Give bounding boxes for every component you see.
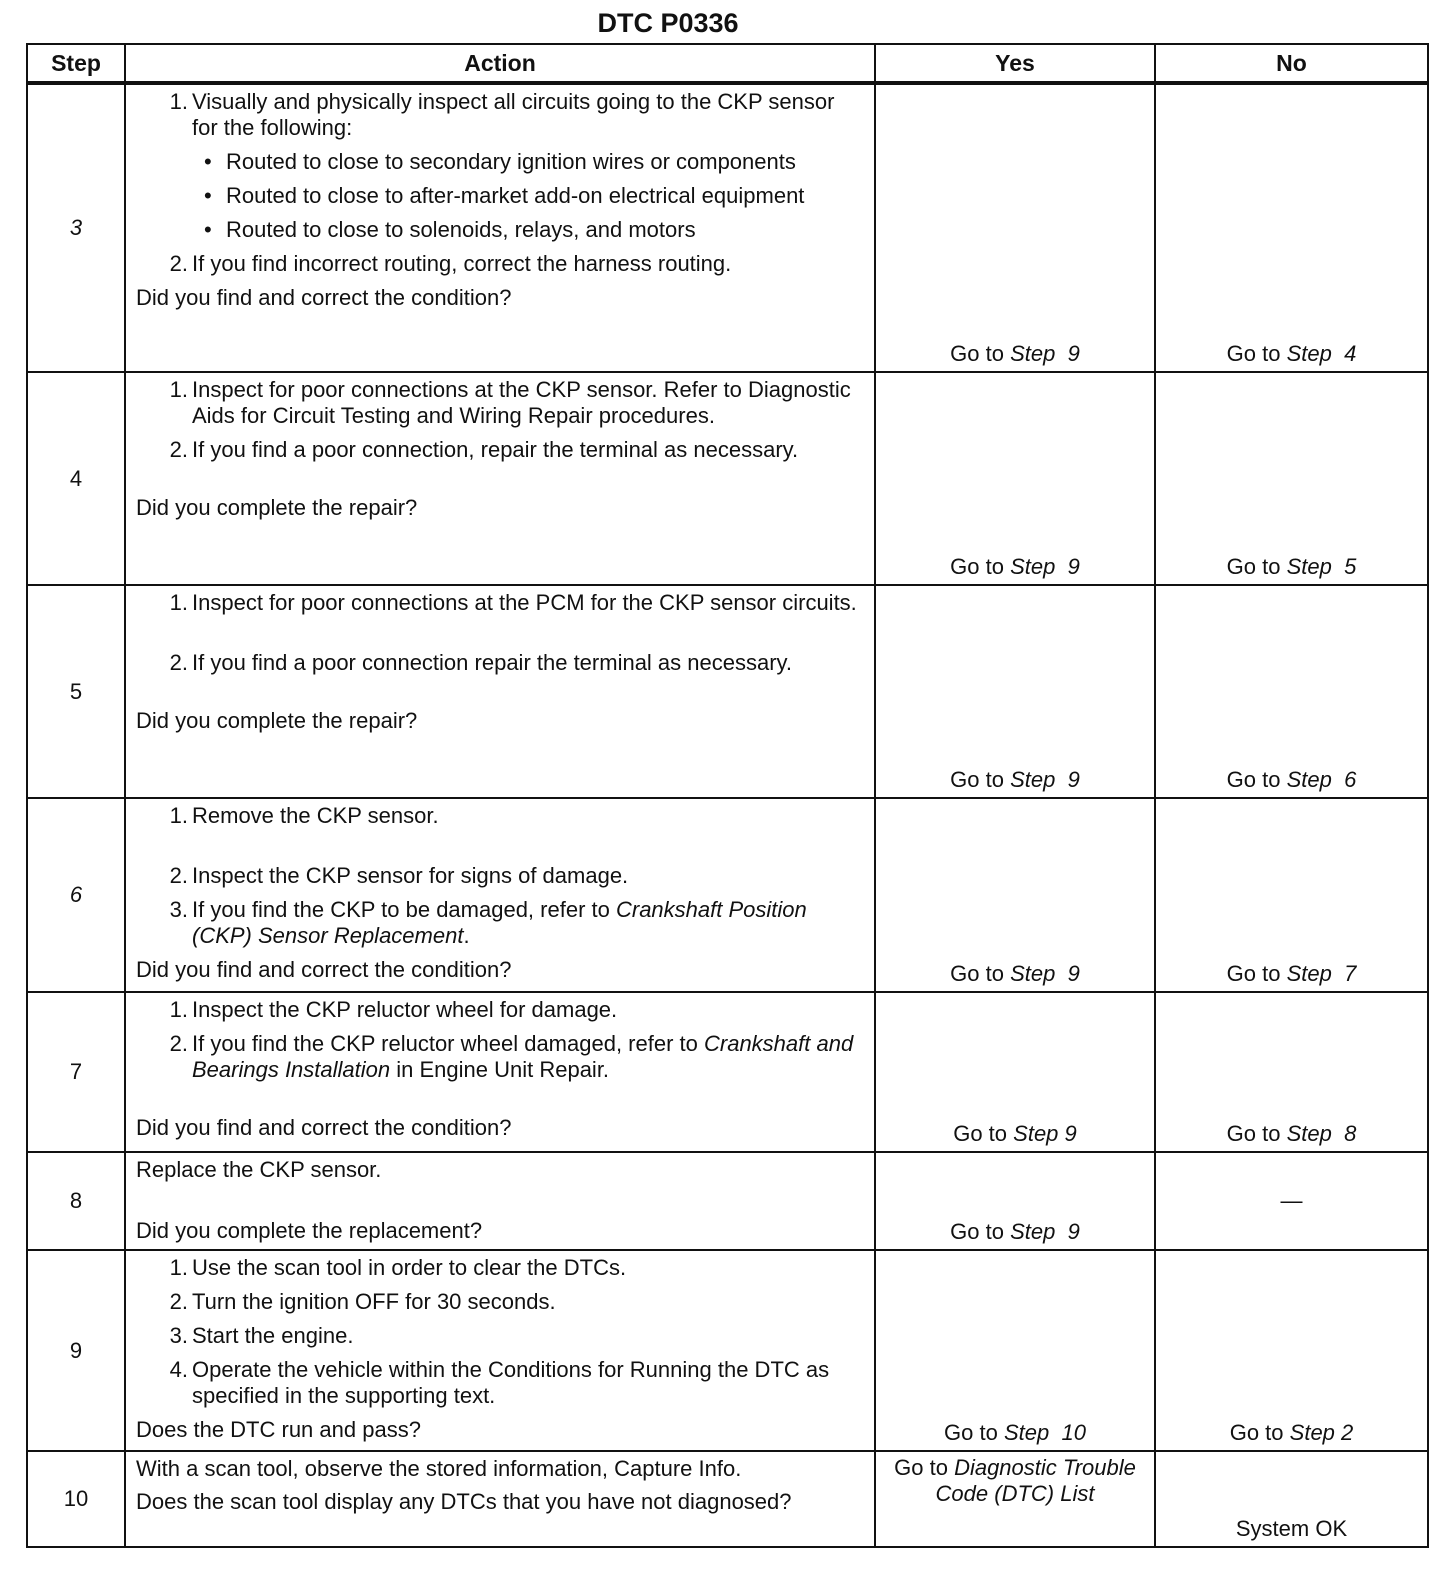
step-number: 8 — [27, 1152, 125, 1250]
table-header-row — [27, 44, 1428, 83]
action-cell — [125, 992, 875, 1152]
header-yes: Yes — [875, 44, 1155, 83]
action-cell — [125, 83, 875, 372]
list-item: 1. Use the scan tool in order to clear the DTCs. — [169, 1255, 627, 1280]
table-row — [27, 1250, 1428, 1451]
table-row — [27, 372, 1428, 585]
step-link: Step 9 — [1010, 554, 1080, 579]
action-list — [136, 803, 864, 949]
list-item: • Routed to close to secondary ignition wires or components — [204, 149, 796, 174]
list-item: 2. If you find a poor connection, repair the terminal as necessary. — [169, 437, 799, 462]
question: Did you complete the repair? — [136, 708, 418, 733]
header-step: Step — [27, 44, 125, 83]
list-item: 2. Turn the ignition OFF for 30 seconds. — [169, 1289, 556, 1314]
list-item: 2. If you find a poor connection repair the terminal as necessary. — [169, 650, 793, 675]
action-cell — [125, 798, 875, 992]
list-item: 1. Inspect the CKP reluctor wheel for damage. — [169, 997, 618, 1022]
step-number: 5 — [27, 585, 125, 798]
question: Does the scan tool display any DTCs that you have not diagnosed? — [136, 1489, 792, 1514]
step-link: Step 9 — [1013, 1121, 1077, 1146]
yes-cell: Go to Step 9 — [875, 585, 1155, 798]
step-link: Step 4 — [1286, 341, 1357, 366]
header-no: No — [1155, 44, 1428, 83]
list-item: 2. If you find incorrect routing, correct the harness routing. — [169, 251, 732, 276]
list-item: 1. Inspect for poor connections at the CKP sensor. Refer to Diagnostic Aids for Circuit Testing and Wiring Repair procedures. — [169, 377, 851, 428]
no-cell: Go to Step 8 — [1155, 992, 1428, 1152]
table-row — [27, 798, 1428, 992]
action-cell — [125, 372, 875, 585]
yes-cell: Go to Step 9 — [875, 992, 1155, 1152]
step-link: Step 6 — [1286, 767, 1357, 792]
step-link: Step 9 — [1010, 341, 1080, 366]
step-number: 10 — [27, 1451, 125, 1547]
no-cell: Go to Step 7 — [1155, 798, 1428, 992]
table-row — [27, 1451, 1428, 1547]
table-row — [27, 585, 1428, 798]
bullet-list — [192, 149, 864, 243]
no-cell: Go to Step 4 — [1155, 83, 1428, 372]
list-item: • Routed to close to after-market add-on electrical equipment — [204, 183, 805, 208]
list-item: 4. Operate the vehicle within the Conditions for Running the DTC as specified in the supporting text. — [169, 1357, 830, 1408]
step-link: Step 7 — [1286, 961, 1357, 986]
question: Did you find and correct the condition? — [136, 285, 512, 310]
action-list — [136, 590, 864, 676]
action-cell — [125, 585, 875, 798]
step-link: Step 5 — [1286, 554, 1357, 579]
question: Did you find and correct the condition? — [136, 1115, 512, 1140]
dtc-table — [26, 43, 1429, 1548]
step-link: Step 9 — [1010, 1219, 1080, 1244]
step-link: Step 9 — [1010, 961, 1080, 986]
question: Did you complete the replacement? — [136, 1218, 483, 1243]
list-item: 1. Visually and physically inspect all circuits going to the CKP sensor for the following: • Routed to close to secondary ignition wires or components • Routed to close to after-market add-on electrical equipment • Routed to close to solenoids, relays, and motors — [156, 89, 864, 243]
no-cell: Go to Step 2 — [1155, 1250, 1428, 1451]
list-item: 2. Inspect the CKP sensor for signs of damage. — [169, 863, 629, 888]
reference-link: Crankshaft and Bearings Installation — [192, 1031, 854, 1082]
question: Did you find and correct the condition? — [136, 957, 512, 982]
step-number: 9 — [27, 1250, 125, 1451]
list-item: • Routed to close to solenoids, relays, and motors — [204, 217, 696, 242]
yes-cell: Go to Diagnostic Trouble Code (DTC) List — [875, 1451, 1155, 1547]
no-cell: System OK — [1155, 1451, 1428, 1547]
header-action: Action — [125, 44, 875, 83]
list-item: 3. If you find the CKP to be damaged, refer to Crankshaft Position (CKP) Sensor Replacement. — [169, 897, 807, 948]
no-cell: Go to Step 6 — [1155, 585, 1428, 798]
question: Did you complete the repair? — [136, 495, 418, 520]
step-link: Step 9 — [1010, 767, 1080, 792]
step-number: 6 — [27, 798, 125, 992]
step-link: Step 2 — [1289, 1420, 1354, 1445]
list-item: 2. If you find the CKP reluctor wheel damaged, refer to Crankshaft and Bearings Installation in Engine Unit Repair. — [169, 1031, 854, 1082]
table-row — [27, 1152, 1428, 1250]
action-text: With a scan tool, observe the stored information, Capture Info. — [136, 1456, 742, 1481]
list-item: 1. Inspect for poor connections at the PCM for the CKP sensor circuits. — [169, 590, 857, 615]
action-text: Replace the CKP sensor. — [136, 1157, 382, 1182]
action-list — [136, 89, 864, 277]
step-number: 4 — [27, 372, 125, 585]
yes-cell: Go to Step 9 — [875, 798, 1155, 992]
action-cell — [125, 1250, 875, 1451]
action-cell — [125, 1451, 875, 1547]
reference-link: Diagnostic Trouble Code (DTC) List — [935, 1455, 1136, 1506]
list-item: 1. Remove the CKP sensor. — [169, 803, 439, 828]
action-list — [136, 997, 864, 1083]
step-link: Step 8 — [1286, 1121, 1357, 1146]
step-link: Step 10 — [1003, 1420, 1086, 1445]
table-row — [27, 83, 1428, 372]
yes-cell: Go to Step 9 — [875, 1152, 1155, 1250]
reference-link: Crankshaft Position (CKP) Sensor Replacement — [192, 897, 807, 948]
step-number: 7 — [27, 992, 125, 1152]
no-cell: Go to Step 5 — [1155, 372, 1428, 585]
yes-cell: Go to Step 9 — [875, 372, 1155, 585]
yes-cell: Go to Step 10 — [875, 1250, 1155, 1451]
no-cell: — — [1155, 1152, 1428, 1250]
table-row — [27, 992, 1428, 1152]
list-item: 3. Start the engine. — [169, 1323, 354, 1348]
page-title: DTC P0336 — [597, 8, 739, 38]
action-list — [136, 1255, 864, 1409]
step-number: 3 — [27, 83, 125, 372]
question: Does the DTC run and pass? — [136, 1417, 421, 1442]
action-cell — [125, 1152, 875, 1250]
action-list — [136, 377, 864, 463]
yes-cell: Go to Step 9 — [875, 83, 1155, 372]
